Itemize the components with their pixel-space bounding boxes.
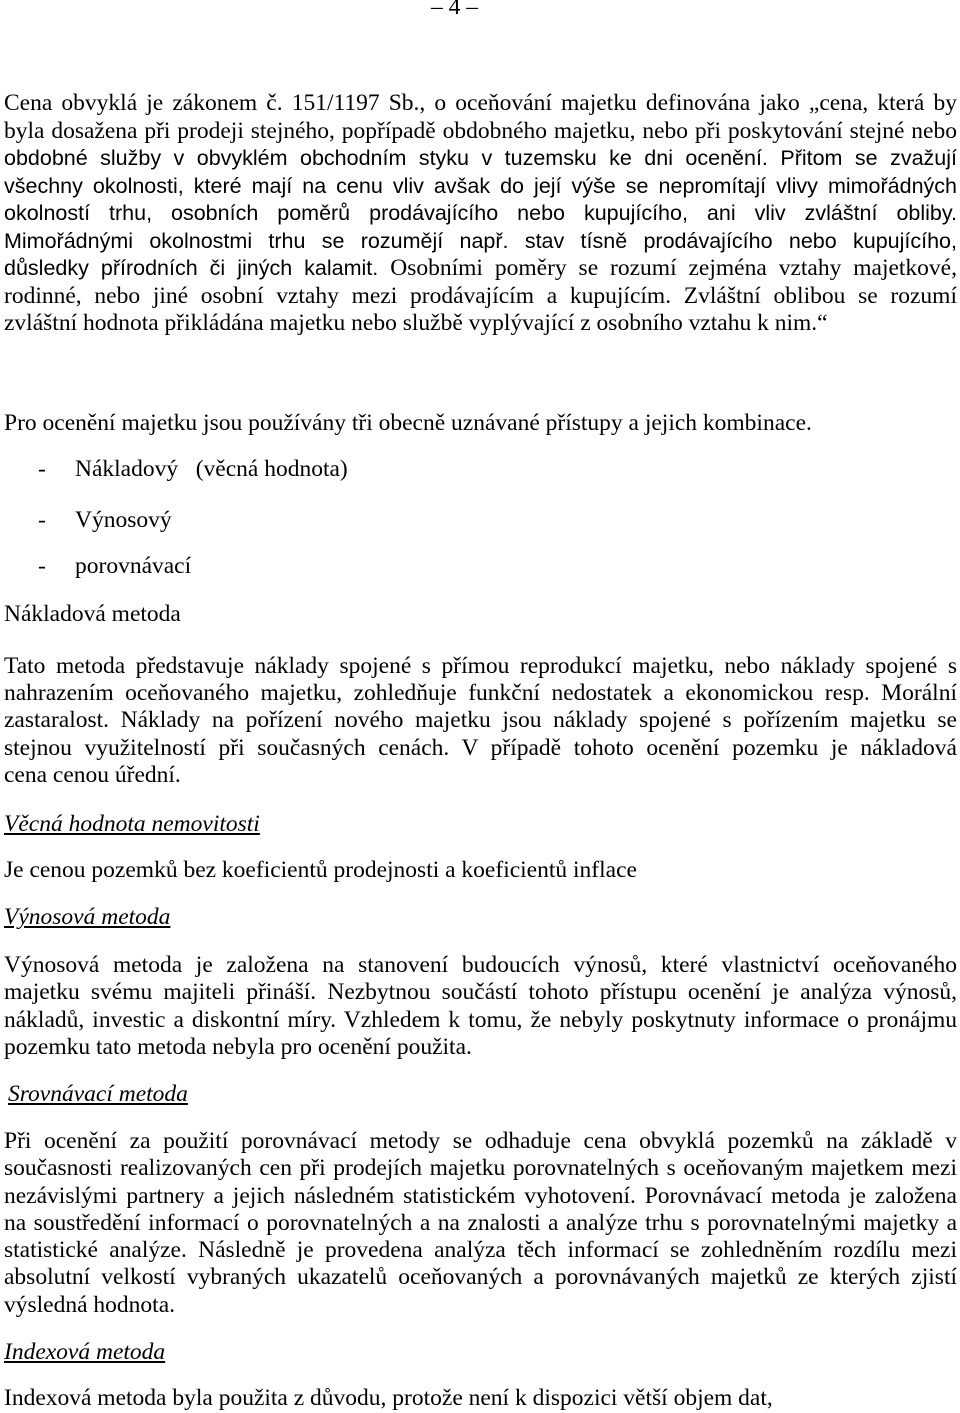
text-segment: důsledky přírodních či jiných kalamit.: [4, 256, 391, 280]
list-item: [38, 507, 172, 535]
text-line: nezávislými partnery a jejich následném statistickém vyhotovení. Porovnávací metoda je založena: [4, 1182, 957, 1209]
list-item-text: porovnávací: [75, 553, 192, 579]
paragraph-vecna-hodnota: [4, 857, 957, 885]
section-heading-vecna-hodnota: [4, 811, 957, 839]
paragraph-srovnavaci: [4, 1128, 957, 1319]
heading-text: Výnosová metoda: [4, 904, 171, 930]
list-item: [38, 456, 348, 484]
text-line: statistické analýze. Následně je provedena analýza těch informací se zohledněním rozdílu mezi: [4, 1237, 957, 1264]
text-line: Cena obvyklá je zákonem č. 151/1197 Sb., o oceňování majetku definována jako „cena, která by: [4, 90, 957, 116]
text-line: rodinné, nebo jiné osobní vztahy mezi prodávajícím a kupujícím. Zvláštní oblibou se rozumí: [4, 282, 957, 309]
text-line: Pro ocenění majetku jsou používány tři obecně uznávané přístupy a jejich kombinace.: [4, 410, 812, 436]
paragraph-vynosova: [4, 952, 957, 1061]
list-bullet: -: [38, 456, 46, 482]
text-line: majetku svému majiteli přináší. Nezbytnou součástí tohoto přístupu ocenění je analýza výnosů,: [4, 979, 957, 1006]
list-bullet: -: [38, 553, 46, 579]
text-line: Tato metoda představuje náklady spojené s přímou reprodukcí majetku, nebo náklady spojené s: [4, 653, 957, 679]
list-item-text: Výnosový: [75, 507, 172, 533]
text-line: nahrazením oceňovaného majetku, zohledňuje funkční nedostatek a ekonomickou resp. Morální: [4, 680, 957, 707]
text-line: [4, 255, 957, 283]
text-line: okolností trhu, osobních poměrů prodávajícího nebo kupujícího, ani vliv zvláštní obliby.: [4, 201, 957, 225]
text-line: Indexová metoda byla použita z důvodu, protože není k dispozici větší objem dat,: [4, 1385, 773, 1411]
text-segment: Osobními poměry se rozumí zejména vztahy majetkové,: [390, 255, 957, 281]
text-line: pozemku tato metoda nebyla pro ocenění použita.: [4, 1033, 472, 1060]
text-line: cena cenou úřední.: [4, 761, 181, 788]
heading-text: Indexová metoda: [4, 1339, 166, 1365]
page-number: – 4 –: [431, 0, 478, 20]
text-line: zastaralost. Náklady na pořízení nového majetku jsou náklady spojené s pořízením majetku se: [4, 707, 957, 734]
section-heading-srovnavaci: [8, 1081, 957, 1109]
text-line: Při ocenění za použití porovnávací metody se odhaduje cena obvyklá pozemků na základě v: [4, 1128, 957, 1154]
heading-text: Nákladová metoda: [4, 601, 181, 627]
approaches-intro: [4, 410, 957, 438]
section-heading-vynosova: [4, 904, 957, 932]
text-line: zvláštní hodnota přikládána majetku nebo službě vyplývající z osobního vztahu k nim.“: [4, 310, 828, 336]
section-heading-nakladova: [4, 601, 957, 629]
paragraph-indexova: [4, 1385, 957, 1412]
text-line: Mimořádnými okolnostmi trhu se rozumějí např. stav tísně prodávajícího nebo kupujícího,: [4, 228, 957, 253]
heading-text: Srovnávací metoda: [8, 1081, 188, 1107]
text-line: Je cenou pozemků bez koeficientů prodejnosti a koeficientů inflace: [4, 857, 637, 883]
heading-text: Věcná hodnota nemovitosti: [4, 811, 260, 837]
text-line: absolutní velkostí vybraných ukazatelů oceňovaných a porovnávaných majetků ze kterých zjistí: [4, 1264, 957, 1291]
paragraph-cena-obvykla: [4, 90, 957, 338]
text-line: nákladů, investic a diskontní míry. Vzhledem k tomu, že nebyly poskytnuty informace o pronájmu: [4, 1006, 957, 1033]
text-line: na soustředění informací o porovnatelných a na znalosti a analýze trhu s porovnatelnými majetky a: [4, 1209, 957, 1236]
text-line: všechny okolnosti, které mají na cenu vliv avšak do její výše se nepromítají vlivy mimořádných: [4, 173, 957, 198]
text-line: současnosti realizovaných cen při prodejích majetku porovnatelných s oceňovaným majetkem mezi: [4, 1155, 957, 1182]
text-line: výsledná hodnota.: [4, 1291, 175, 1318]
list-item: [38, 553, 191, 581]
text-line: stejnou využitelností při současných cenách. V případě tohoto ocenění pozemku je nákladová: [4, 734, 957, 761]
text-line: obdobné služby v obvyklém obchodním styku v tuzemsku ke dni ocenění. Přitom se zvažují: [4, 146, 957, 170]
section-heading-indexova: [4, 1339, 957, 1367]
list-item-text: Nákladový (věcná hodnota): [75, 456, 348, 482]
list-bullet: -: [38, 507, 46, 533]
paragraph-nakladova: [4, 653, 957, 789]
text-line: Výnosová metoda je založena na stanovení budoucích výnosů, které vlastnictví oceňovaného: [4, 952, 957, 978]
text-line: byla dosažena při prodeji stejného, popřípadě obdobného majetku, nebo při poskytování stejné nebo: [4, 117, 957, 144]
